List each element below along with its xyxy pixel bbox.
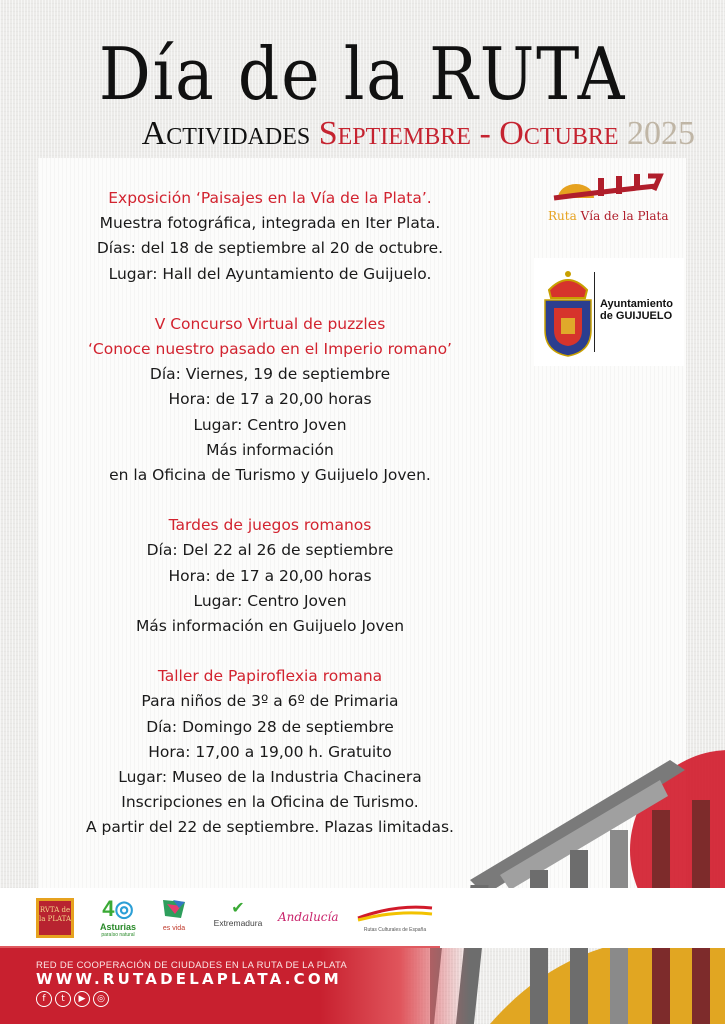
event-line: Lugar: Centro Joven xyxy=(193,591,347,610)
castilla-leon-map-icon xyxy=(161,898,187,920)
event-title: Taller de Papiroflexia romana xyxy=(157,667,383,686)
asturias-logo xyxy=(92,896,144,938)
coat-of-arms-icon xyxy=(539,266,597,358)
network-text: RED DE COOPERACIÓN DE CIUDADES EN LA RUTA DE LA PLATA xyxy=(36,960,347,971)
sponsor-strip xyxy=(0,888,725,948)
event-line: Hora: 17,00 a 19,00 h. Gratuito xyxy=(148,742,392,761)
instagram-icon[interactable]: ◎ xyxy=(93,991,109,1007)
event-line: Hora: de 17 a 20,00 horas xyxy=(168,390,372,409)
extremadura-logo xyxy=(210,900,266,928)
subtitle-months: Septiembre - Octubre xyxy=(318,115,619,152)
event-line: Lugar: Hall del Ayuntamiento de Guijuelo. xyxy=(108,264,432,283)
event-line: Inscripciones en la Oficina de Turismo. xyxy=(121,793,419,812)
event-title: Exposición ‘Paisajes en la Vía de la Plata’. xyxy=(108,189,432,207)
footer-band xyxy=(0,948,725,1024)
logo-text-via-plata: Vía de la Plata xyxy=(580,209,669,223)
event-line: Día: Viernes, 19 de septiembre xyxy=(149,365,391,384)
poster-subtitle xyxy=(30,112,695,156)
extremadura-leaf-icon: ✔ xyxy=(231,900,245,917)
event-line: Para niños de 3º a 6º de Primaria xyxy=(141,692,399,711)
rutas-culturales-stripes-icon xyxy=(356,902,434,922)
ayuntamiento-name xyxy=(600,298,673,322)
castilla-y-leon-logo xyxy=(157,898,191,933)
event-title: Tardes de juegos romanos xyxy=(168,516,372,535)
event-line: Día: Del 22 al 26 de septiembre xyxy=(146,541,394,560)
event-line: en la Oficina de Turismo y Guijuelo Joven. xyxy=(109,466,431,485)
ruta-via-plata-text xyxy=(548,209,669,223)
event-juegos-romanos xyxy=(40,513,500,639)
sponsor-sublabel: paraíso natural xyxy=(101,932,135,938)
event-line: A partir del 22 de septiembre. Plazas limitadas. xyxy=(86,818,454,837)
event-title: V Concurso Virtual de puzzles xyxy=(154,314,386,333)
sun-columns-icon xyxy=(540,172,680,208)
event-line: Lugar: Museo de la Industria Chacinera xyxy=(118,768,422,787)
social-links xyxy=(36,991,109,1007)
youtube-icon[interactable]: ▶ xyxy=(74,991,90,1007)
ayuntamiento-line1: Ayuntamiento xyxy=(600,298,673,310)
event-exposicion xyxy=(40,186,500,287)
ayuntamiento-guijuelo-logo xyxy=(534,258,684,366)
event-line: Día: Domingo 28 de septiembre xyxy=(146,717,394,736)
event-line: Hora: de 17 a 20,00 horas xyxy=(168,566,372,585)
subtitle-year: 2025 xyxy=(627,115,695,152)
website-link[interactable]: WWW.RUTADELAPLATA.COM xyxy=(36,970,342,988)
logo-text-ruta: Ruta xyxy=(548,209,577,223)
event-line: Más información en Guijuelo Joven xyxy=(135,617,405,636)
sponsor-label: RVTA de la PLATA xyxy=(39,906,72,923)
sponsor-label: Rutas Culturales de España xyxy=(363,927,427,933)
sponsor-label: es vida xyxy=(162,925,186,932)
andalucia-logo xyxy=(278,910,339,924)
subtitle-activities: Actividades xyxy=(141,115,311,152)
rutas-culturales-logo xyxy=(354,902,436,934)
sponsor-label: Andalucía xyxy=(278,910,339,924)
asturias-40-icon: 4◎ xyxy=(102,896,134,921)
event-subtitle: ‘Conoce nuestro pasado en el Imperio romano’ xyxy=(87,340,452,359)
facebook-icon[interactable]: f xyxy=(36,991,52,1007)
ruta-de-la-plata-logo xyxy=(36,898,74,938)
event-line: Más información xyxy=(206,440,334,459)
ayuntamiento-line2: de GUIJUELO xyxy=(600,310,673,322)
poster-title: Día de la RUTA xyxy=(98,32,627,116)
ruta-via-plata-logo xyxy=(540,172,680,232)
twitter-icon[interactable]: t xyxy=(55,991,71,1007)
sponsor-label: Extremadura xyxy=(213,918,263,928)
sponsor-label: Asturias xyxy=(99,922,136,932)
event-line: Muestra fotográfica, integrada en Iter Plata. xyxy=(99,214,441,233)
logo-divider xyxy=(594,272,595,352)
event-line: Lugar: Centro Joven xyxy=(193,415,347,434)
event-line: Días: del 18 de septiembre al 20 de octubre. xyxy=(96,239,444,258)
event-concurso-puzzles xyxy=(40,312,500,488)
